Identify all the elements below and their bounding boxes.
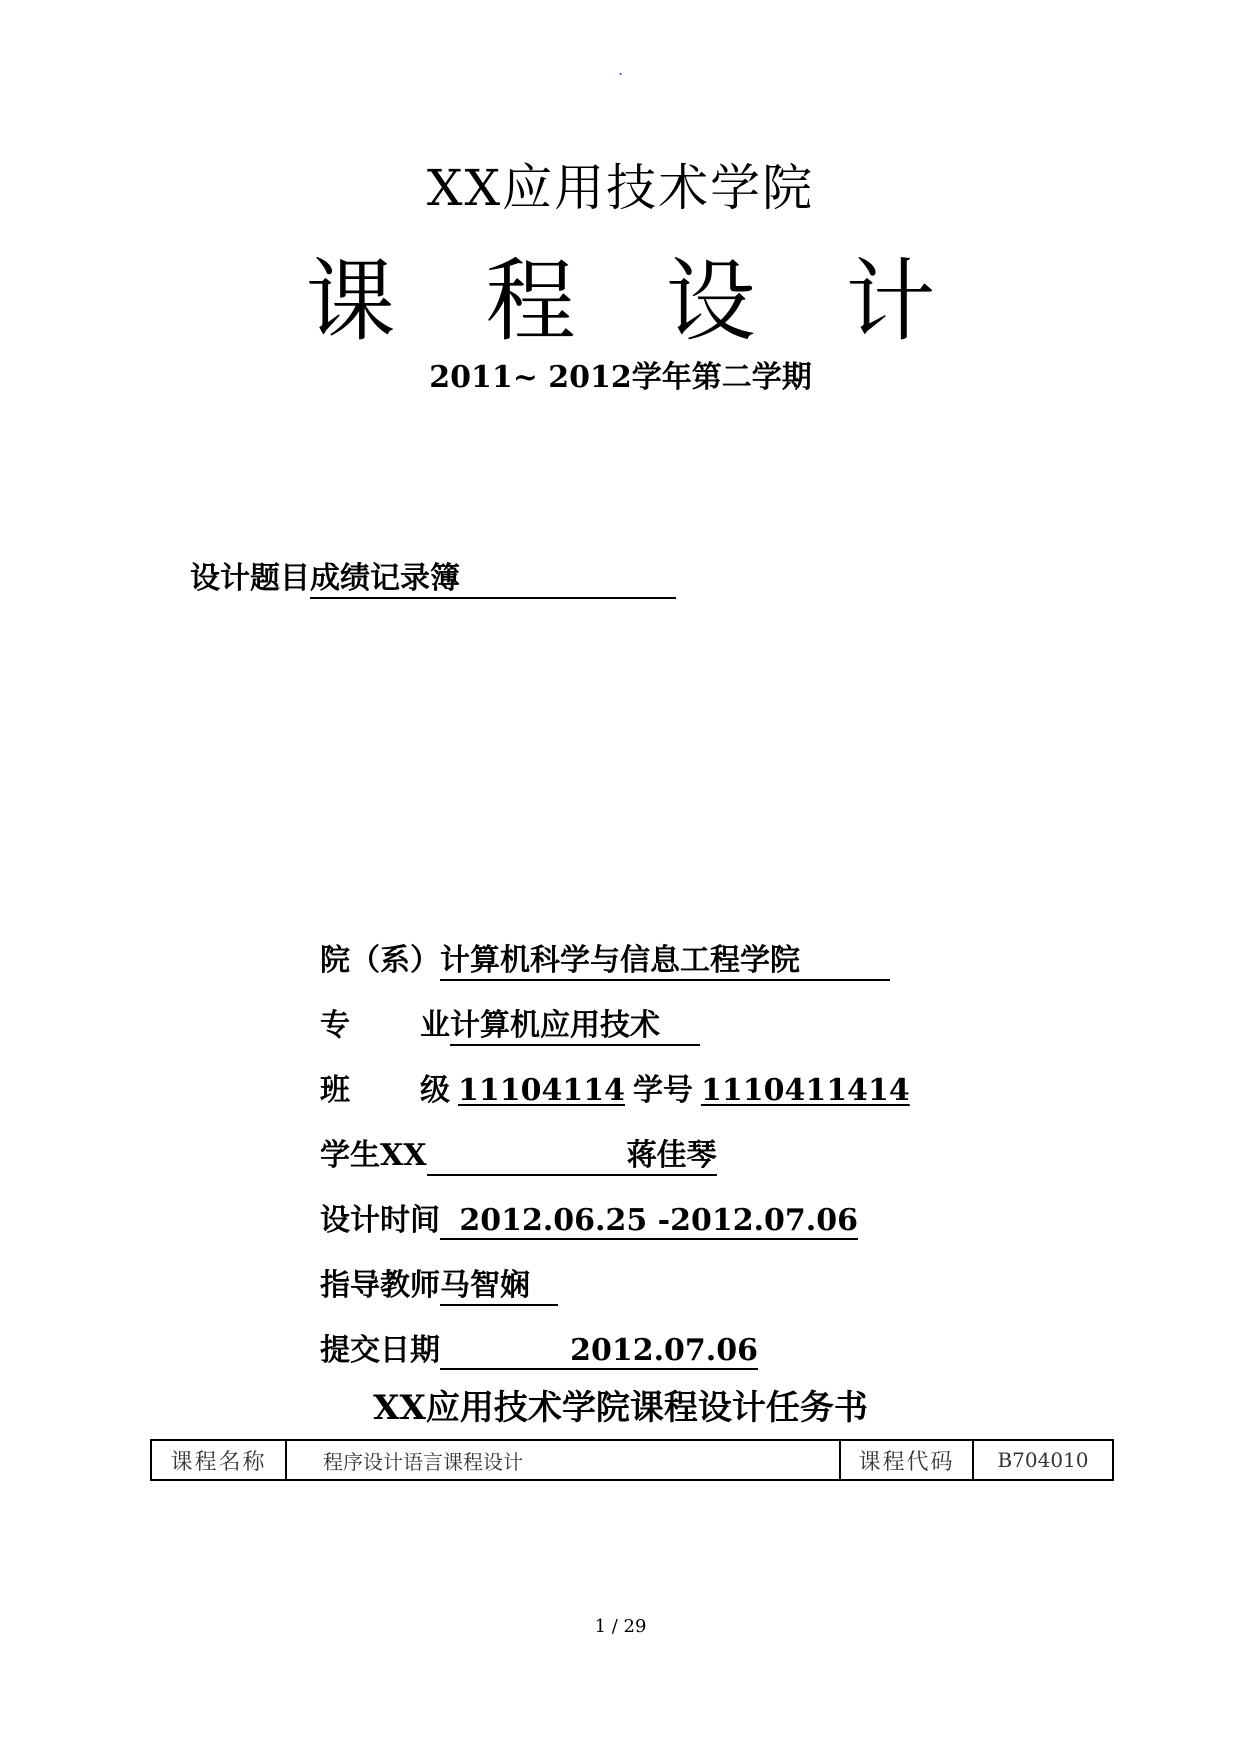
design-time-underline bbox=[440, 1203, 858, 1240]
topic-underline bbox=[310, 553, 676, 599]
course-info-table bbox=[150, 1439, 1114, 1481]
design-time-row bbox=[320, 1195, 858, 1240]
course-name-label: 课程名称 bbox=[151, 1440, 286, 1480]
student-id-label: 学号 bbox=[633, 1073, 693, 1108]
department-underline bbox=[440, 935, 890, 981]
submit-date-value: 2012.07.06 bbox=[570, 1333, 758, 1368]
student-id-value: 1110411414 bbox=[701, 1073, 910, 1108]
major-row bbox=[320, 1000, 700, 1046]
table-row bbox=[151, 1440, 1113, 1480]
topic-row bbox=[190, 553, 676, 599]
major-label-b: 业 bbox=[420, 1008, 450, 1043]
page-number: 1 / 29 bbox=[594, 1616, 647, 1637]
advisor-label: 指导教师 bbox=[320, 1268, 440, 1303]
class-label-b: 级 bbox=[420, 1073, 450, 1108]
term: 2011~ 2012学年第二学期 bbox=[429, 360, 812, 395]
department-value: 计算机科学与信息工程学院 bbox=[440, 943, 800, 978]
submit-date-label: 提交日期 bbox=[320, 1333, 440, 1368]
major-label-a: 专 bbox=[320, 1008, 350, 1043]
course-code-label: 课程代码 bbox=[840, 1440, 973, 1480]
class-value: 11104114 bbox=[458, 1073, 625, 1108]
student-row bbox=[320, 1130, 717, 1176]
course-name-value: 程序设计语言课程设计 bbox=[286, 1440, 840, 1480]
department-row bbox=[320, 935, 890, 981]
topic-value: 成绩记录簿 bbox=[310, 561, 460, 596]
advisor-row bbox=[320, 1260, 558, 1306]
submit-date-underline bbox=[440, 1333, 758, 1370]
class-row bbox=[320, 1065, 910, 1109]
class-label-a: 班 bbox=[320, 1073, 350, 1108]
course-code-value: B704010 bbox=[973, 1440, 1113, 1480]
topic-label: 设计题目 bbox=[190, 561, 310, 596]
doc-type-title: 课程设计 bbox=[305, 249, 1026, 354]
advisor-underline bbox=[440, 1260, 558, 1306]
major-underline bbox=[450, 1000, 700, 1046]
design-time-label: 设计时间 bbox=[320, 1203, 440, 1238]
design-time-value: 2012.06.25 -2012.07.06 bbox=[459, 1203, 858, 1238]
task-book-title: XX应用技术学院课程设计任务书 bbox=[373, 1388, 868, 1428]
submit-date-row bbox=[320, 1325, 758, 1370]
major-value: 计算机应用技术 bbox=[450, 1008, 660, 1043]
student-underline bbox=[427, 1130, 717, 1176]
department-label: 院（系） bbox=[320, 943, 440, 978]
school-name: XX应用技术学院 bbox=[426, 159, 815, 217]
header-mark: . bbox=[617, 60, 624, 79]
student-value: 蒋佳琴 bbox=[626, 1138, 717, 1173]
student-label: 学生XX bbox=[320, 1138, 427, 1173]
advisor-value: 马智娴 bbox=[440, 1268, 530, 1303]
